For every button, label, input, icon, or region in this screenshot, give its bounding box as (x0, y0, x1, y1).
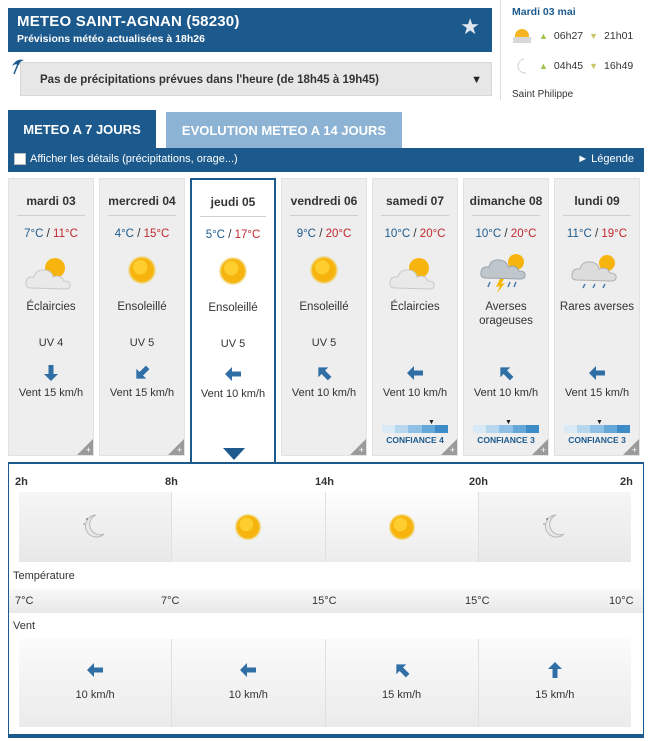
plus-icon[interactable]: + (631, 445, 637, 455)
chevron-down-icon[interactable]: ▼ (471, 74, 482, 86)
divider (472, 215, 540, 216)
confidence-pointer-icon: ▼ (428, 419, 435, 426)
details-label[interactable]: Afficher les détails (précipitations, orage...) (30, 153, 238, 165)
confidence-text: CONFIANCE 4 (386, 435, 444, 445)
period-cell (326, 492, 479, 562)
moon-icon (511, 58, 533, 74)
plus-icon[interactable]: + (449, 445, 455, 455)
up-arrow-icon: ▲ (539, 31, 548, 41)
legend-link[interactable]: ► Légende (577, 153, 634, 165)
temp-min: 11°C (566, 228, 592, 240)
sun-icon (296, 252, 352, 294)
day-name: jeudi 05 (210, 195, 256, 209)
uv-index: UV 4 (38, 337, 64, 349)
day-card[interactable] (372, 178, 458, 456)
moon-times (511, 56, 633, 76)
wind-speed: Vent 15 km/h (18, 387, 84, 399)
wind-cell (172, 639, 325, 727)
hour-label: 20h (469, 476, 488, 488)
wind-speed: Vent 10 km/h (473, 387, 539, 399)
day-card[interactable] (99, 178, 185, 456)
temp-min: 4°C (114, 228, 134, 240)
wind-cell (19, 639, 172, 727)
options-bar (8, 148, 644, 172)
uv-index: UV 5 (129, 337, 155, 349)
temp-min: 5°C (205, 229, 225, 241)
temp-min: 10°C (475, 228, 502, 240)
arrow-left-icon (404, 362, 426, 384)
wind-label: Vent (13, 620, 36, 632)
sun-icon (114, 252, 170, 294)
divider (290, 215, 358, 216)
confidence-pointer-icon: ▼ (505, 419, 512, 426)
plus-icon[interactable]: + (540, 445, 546, 455)
temp-min: 7°C (24, 228, 44, 240)
divider (17, 215, 85, 216)
temp-min: 10°C (384, 228, 411, 240)
hourly-detail-panel (8, 462, 644, 735)
temp-max: 20°C (419, 228, 446, 240)
condition-text: Ensoleillé (117, 301, 167, 313)
precipitation-text: Pas de précipitations prévues dans l'heure (de 18h45 à 19h45) (40, 74, 379, 86)
sunrise-time: 06h27 (553, 30, 584, 42)
hour-label: 2h (620, 476, 633, 488)
down-arrow-icon: ▼ (589, 31, 599, 41)
condition-text: Ensoleillé (208, 302, 258, 314)
day-name: mardi 03 (26, 194, 76, 208)
temp-min: 9°C (296, 228, 316, 240)
arrow-left-icon (586, 362, 608, 384)
condition-text: Ensoleillé (299, 301, 349, 313)
period-cell (479, 492, 631, 562)
storm-icon (478, 252, 534, 294)
temp-max: 19°C (601, 228, 628, 240)
day-name: vendredi 06 (290, 194, 358, 208)
tab-7-days[interactable]: METEO A 7 JOURS (8, 110, 156, 148)
up-arrow-icon: ▲ (539, 61, 548, 71)
wind-speed: 10 km/h (75, 689, 115, 701)
confidence-indicator (473, 419, 539, 445)
period-cell (19, 492, 172, 562)
confidence-indicator (382, 419, 448, 445)
tab-14-days[interactable]: EVOLUTION METEO A 14 JOURS (166, 112, 402, 148)
temp-max: 15°C (143, 228, 170, 240)
condition-text: Éclaircies (26, 301, 76, 313)
wind-speed: Vent 10 km/h (200, 388, 266, 400)
confidence-indicator (564, 419, 630, 445)
plus-icon[interactable]: + (176, 445, 182, 455)
day-name: samedi 07 (385, 194, 445, 208)
uv-index: UV 5 (220, 338, 246, 350)
temp-max: 17°C (234, 229, 261, 241)
confidence-text: CONFIANCE 3 (568, 435, 626, 445)
almanac-panel (500, 0, 648, 100)
wind-speed: Vent 15 km/h (564, 387, 630, 399)
wind-speed: Vent 10 km/h (291, 387, 357, 399)
details-checkbox[interactable] (14, 153, 26, 165)
divider (200, 216, 266, 217)
confidence-pointer-icon: ▼ (596, 419, 603, 426)
wind-cell (479, 639, 631, 727)
sun-icon (205, 253, 261, 295)
down-arrow-icon: ▼ (589, 61, 599, 71)
page-title: METEO SAINT-AGNAN (58230) (17, 13, 240, 30)
partly-cloudy-icon (387, 252, 443, 294)
day-temperatures: 7°C / 11°C (24, 228, 78, 240)
arrow-left-icon (222, 363, 244, 385)
selected-day-pointer (223, 448, 245, 460)
temperature-value: 7°C (15, 595, 34, 607)
condition-text: Rares averses (559, 301, 635, 313)
almanac-date: Mardi 03 mai (512, 6, 576, 18)
hour-label: 8h (165, 476, 178, 488)
sunset-time: 21h01 (604, 30, 634, 42)
wind-speed: Vent 10 km/h (382, 387, 448, 399)
temperature-value: 7°C (161, 595, 180, 607)
temp-max: 20°C (325, 228, 352, 240)
wind-cell (326, 639, 479, 727)
hour-label: 2h (15, 476, 28, 488)
day-temperatures: 10°C / 20°C (384, 228, 446, 240)
confidence-text: CONFIANCE 3 (477, 435, 535, 445)
wind-row (19, 639, 631, 727)
day-name: mercredi 04 (108, 194, 176, 208)
wind-speed: Vent 15 km/h (109, 387, 175, 399)
temperature-row (9, 589, 643, 613)
temperature-value: 15°C (312, 595, 337, 607)
day-card[interactable] (8, 178, 94, 456)
plus-icon[interactable]: + (85, 445, 91, 455)
wind-speed: 15 km/h (382, 689, 422, 701)
day-card[interactable] (463, 178, 549, 456)
wind-speed: 10 km/h (228, 689, 268, 701)
arrow-down-left-icon (131, 362, 153, 384)
day-card[interactable] (281, 178, 367, 456)
day-name: dimanche 08 (469, 194, 543, 208)
sun-times (511, 26, 633, 46)
favorite-star-icon[interactable]: ★ (460, 14, 480, 39)
sunrise-icon (511, 28, 533, 44)
period-cell (172, 492, 325, 562)
day-temperatures: 10°C / 20°C (475, 228, 537, 240)
precipitation-dropdown[interactable] (20, 62, 492, 96)
location-header (8, 8, 492, 52)
day-card[interactable] (554, 178, 640, 456)
divider (381, 215, 449, 216)
partly-cloudy-icon (23, 252, 79, 294)
divider (563, 215, 631, 216)
period-icons (19, 492, 631, 562)
temperature-value: 10°C (609, 595, 634, 607)
update-time: Prévisions météo actualisées à 18h26 (17, 33, 205, 45)
arrow-up-left-icon (313, 362, 335, 384)
moonset-time: 16h49 (604, 60, 634, 72)
day-temperatures: 4°C / 15°C (114, 228, 170, 240)
moonrise-time: 04h45 (553, 60, 584, 72)
temperature-value: 15°C (465, 595, 490, 607)
temp-max: 11°C (53, 228, 78, 240)
wind-speed: 15 km/h (535, 689, 575, 701)
day-temperatures: 5°C / 17°C (205, 229, 261, 241)
plus-icon[interactable]: + (358, 445, 364, 455)
temp-max: 20°C (510, 228, 537, 240)
saint-of-day: Saint Philippe (512, 89, 574, 100)
day-card[interactable] (190, 178, 276, 463)
condition-text: Averses orageuses (479, 301, 533, 327)
temperature-label: Température (13, 570, 75, 582)
divider (108, 215, 176, 216)
day-name: lundi 09 (574, 194, 620, 208)
hour-label: 14h (315, 476, 334, 488)
day-temperatures: 11°C / 19°C (566, 228, 628, 240)
day-forecast-list (8, 178, 644, 460)
arrow-down-icon (40, 362, 62, 384)
arrow-up-left-icon (495, 362, 517, 384)
uv-index: UV 5 (311, 337, 337, 349)
day-temperatures: 9°C / 20°C (296, 228, 352, 240)
condition-text: Éclaircies (390, 301, 440, 313)
rain-icon (569, 252, 625, 294)
